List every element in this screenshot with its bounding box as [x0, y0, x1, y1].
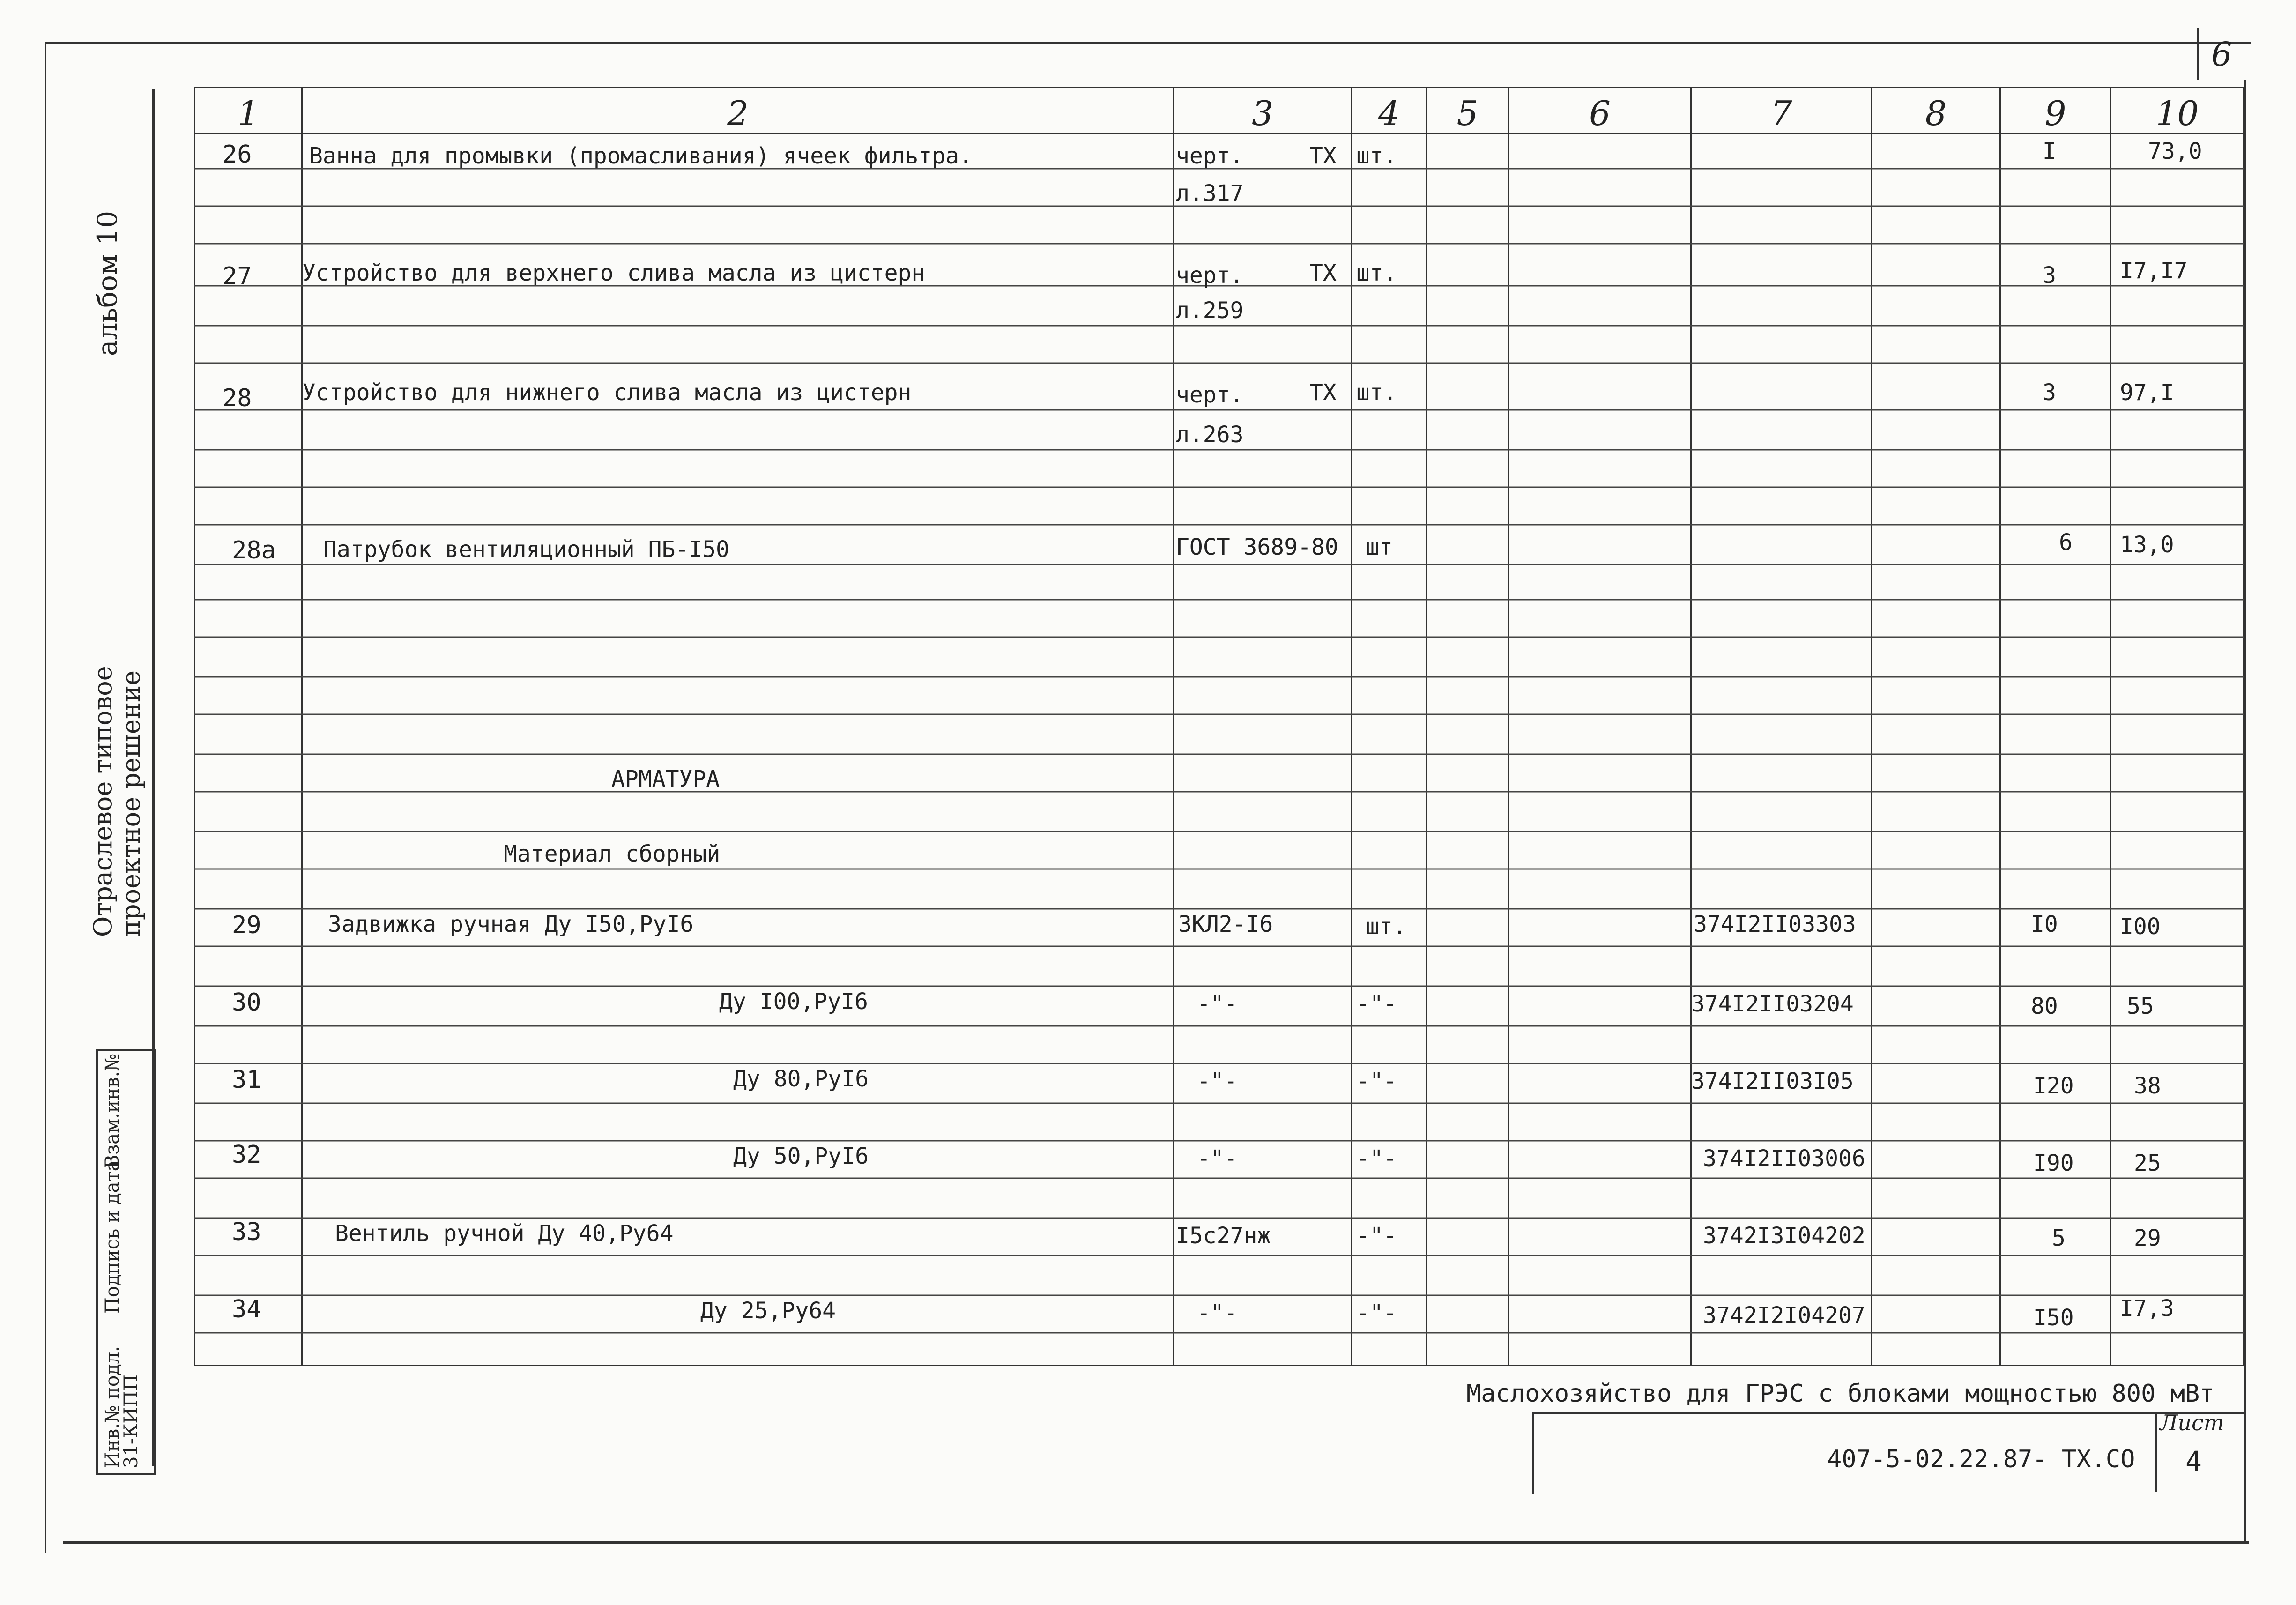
frame-bottom-line [63, 1541, 2249, 1544]
row-number: 33 [232, 1218, 261, 1246]
sheet-label: Лист [2160, 1410, 2224, 1435]
item-doc: черт. [1176, 382, 1244, 408]
item-mass: 55 [2127, 993, 2154, 1019]
item-doc: -"- [1197, 1300, 1238, 1326]
item-doc: черт. [1176, 143, 1244, 169]
item-doc: ЗКЛ2-I6 [1178, 911, 1273, 937]
item-doc: черт. [1176, 262, 1244, 289]
approval-stamp [96, 1049, 156, 1475]
item-code: 374I2II03I05 [1691, 1068, 1854, 1094]
row-number: 29 [232, 911, 261, 939]
item-doc: ГОСТ 3689-80 [1176, 534, 1338, 560]
item-name: Ду 50,РуI6 [733, 1143, 869, 1169]
col-header-8: 8 [1925, 94, 1947, 133]
item-mass: I00 [2120, 914, 2161, 940]
item-name: Ванна для промывки (промасливания) ячеек фильтра. [309, 143, 973, 169]
solution-label: Отраслевое типовое проектное решение [88, 666, 146, 937]
stamp-value-inv: 31-КИПП [120, 1374, 142, 1468]
document-code: 407-5-02.22.87- ТХ.СО [1827, 1445, 2135, 1473]
col-header-2: 2 [727, 94, 749, 133]
item-doc: -"- [1197, 991, 1238, 1017]
section-subheading: Материал сборный [504, 841, 721, 867]
item-doc-sheet: л.263 [1176, 422, 1244, 448]
item-unit: -"- [1356, 991, 1397, 1017]
item-unit: шт [1366, 534, 1393, 560]
col-header-9: 9 [2044, 94, 2066, 133]
album-label: альбом 10 [91, 210, 123, 356]
item-mass: 29 [2134, 1225, 2161, 1251]
item-mass: 73,0 [2148, 138, 2202, 164]
item-code: 3742I2I04207 [1703, 1302, 1865, 1329]
row-number: 34 [232, 1295, 261, 1323]
item-mass: I7,I7 [2120, 258, 2188, 284]
col-header-4: 4 [1378, 94, 1400, 133]
item-qty: 80 [2031, 993, 2058, 1019]
stamp-label-inv: Инв.№ подл. [102, 1346, 123, 1468]
item-name: Патрубок вентиляционный ПБ-I50 [323, 536, 729, 563]
item-name: Задвижка ручная Ду I50,РуI6 [328, 911, 694, 937]
item-mass: 97,I [2120, 379, 2174, 406]
item-mass: 25 [2134, 1150, 2161, 1176]
item-mass: 38 [2134, 1073, 2161, 1099]
col-header-6: 6 [1589, 94, 1611, 133]
item-doc-code: ТХ [1309, 143, 1337, 169]
stamp-label-sign: Подпись и дата [102, 1160, 123, 1314]
item-qty: I20 [2033, 1073, 2074, 1099]
item-unit: шт. [1356, 379, 1397, 406]
item-mass: I7,3 [2120, 1295, 2174, 1322]
item-unit: шт. [1356, 260, 1397, 286]
sheet-number: 4 [2185, 1445, 2202, 1477]
col-header-3: 3 [1252, 94, 1273, 133]
item-unit: -"- [1356, 1145, 1397, 1172]
col-header-7: 7 [1770, 94, 1792, 133]
item-qty: I0 [2031, 911, 2058, 937]
item-doc: -"- [1197, 1145, 1238, 1172]
item-qty: I [2043, 138, 2056, 164]
item-name: Ду 80,РуI6 [733, 1066, 869, 1092]
item-name: Вентиль ручной Ду 40,Ру64 [335, 1220, 674, 1247]
item-unit: шт. [1366, 914, 1406, 940]
col-header-10: 10 [2155, 94, 2199, 133]
item-unit: шт. [1356, 143, 1397, 169]
item-qty: 3 [2043, 379, 2056, 406]
row-number: 31 [232, 1066, 261, 1094]
col-header-1: 1 [238, 94, 259, 133]
stamp-label-replace: Взам.инв.№ [102, 1053, 123, 1168]
item-name: Ду 25,Ру64 [700, 1298, 836, 1324]
item-name: Устройство для верхнего слива масла из цистерн [302, 260, 925, 286]
document-title: Маслохозяйство для ГРЭС с блоками мощностью 800 мВт [1466, 1380, 2214, 1408]
item-qty: 5 [2052, 1225, 2066, 1251]
item-qty: 3 [2043, 262, 2056, 289]
item-mass: 13,0 [2120, 532, 2174, 558]
row-number: 30 [232, 988, 261, 1017]
item-code: 3742I3I04202 [1703, 1223, 1865, 1249]
item-doc: -"- [1197, 1068, 1238, 1094]
row-number: 27 [223, 262, 252, 290]
item-doc-sheet: л.317 [1176, 180, 1244, 207]
row-number: 32 [232, 1141, 261, 1169]
item-qty: I50 [2033, 1305, 2074, 1331]
item-name: Ду I00,РуI6 [719, 988, 868, 1015]
row-number: 28 [223, 384, 252, 412]
item-qty: 6 [2059, 529, 2073, 556]
section-heading: АРМАТУРА [611, 766, 720, 792]
item-code: 374I2II03303 [1694, 911, 1856, 937]
item-code: 374I2II03204 [1691, 991, 1854, 1017]
item-unit: -"- [1356, 1300, 1397, 1326]
item-code: 374I2II03006 [1703, 1145, 1865, 1172]
item-doc: I5с27нж [1176, 1223, 1271, 1249]
item-unit: -"- [1356, 1068, 1397, 1094]
page-number: 6 [2211, 35, 2232, 74]
item-doc-sheet: л.259 [1176, 297, 1244, 324]
col-header-5: 5 [1456, 94, 1479, 133]
row-number: 28а [232, 536, 276, 565]
item-qty: I90 [2033, 1150, 2074, 1176]
item-unit: -"- [1356, 1223, 1397, 1249]
item-name: Устройство для нижнего слива масла из цистерн [302, 379, 912, 406]
item-doc-code: ТХ [1309, 379, 1337, 406]
item-doc-code: ТХ [1309, 260, 1337, 286]
row-number: 26 [223, 141, 252, 169]
frame-right-line [2244, 80, 2246, 1544]
specification-table [194, 87, 2244, 1366]
